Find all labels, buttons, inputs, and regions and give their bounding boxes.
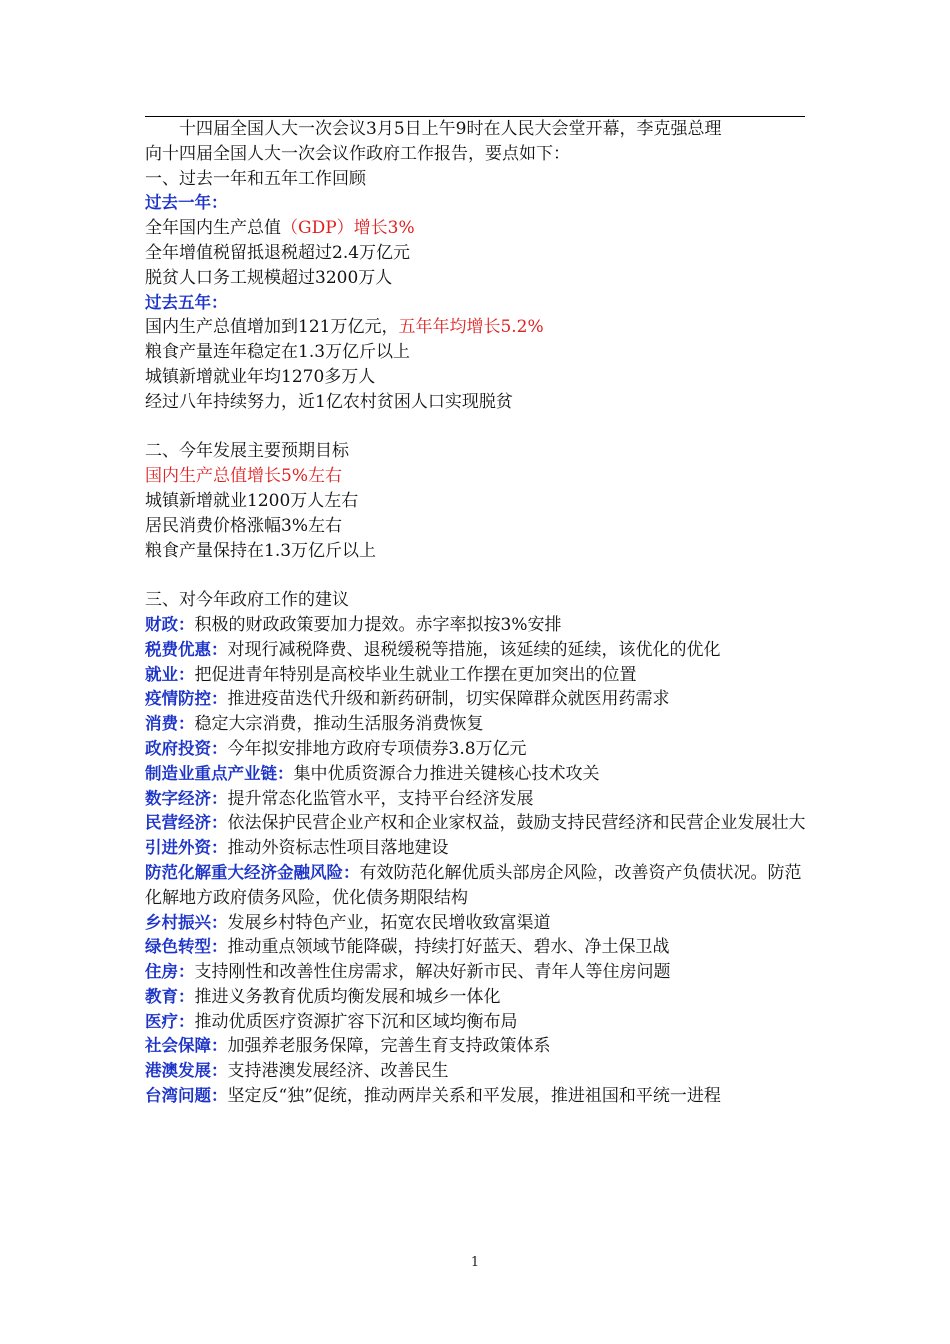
past-five-item: 粮食产量连年稳定在1.3万亿斤以上	[145, 342, 411, 363]
proposal-text: 今年拟安排地方政府专项债券3.8万亿元	[227, 738, 527, 759]
proposal-item	[145, 737, 809, 762]
intro-line-2: 向十四届全国人大一次会议作政府工作报告，要点如下：	[145, 143, 570, 164]
proposal-item	[145, 985, 809, 1010]
five-year-gdp-line	[145, 315, 809, 340]
proposal-text: 支持港澳发展经济、改善民生	[227, 1061, 449, 1082]
proposal-text: 支持刚性和改善性住房需求，解决好新市民、青年人等住房问题	[194, 962, 671, 983]
spacer	[145, 563, 809, 588]
gdp-prefix: 全年国内生产总值	[145, 218, 281, 239]
proposal-label: 教育：	[145, 986, 195, 1006]
proposal-label: 社会保障：	[145, 1036, 228, 1056]
gdp-line	[145, 216, 809, 241]
proposal-text: 推动外资标志性项目落地建设	[227, 838, 449, 859]
proposal-item	[145, 861, 809, 911]
proposal-label: 港澳发展：	[145, 1061, 228, 1081]
page-number: 1	[470, 1255, 480, 1270]
proposal-label: 就业：	[145, 664, 195, 684]
proposal-text: 加强养老服务保障，完善生育支持政策体系	[227, 1036, 551, 1057]
proposal-label: 财政：	[145, 614, 195, 634]
proposal-text: 推动重点领域节能降碳，持续打好蓝天、碧水、净土保卫战	[227, 937, 670, 958]
proposal-label: 住房：	[145, 962, 195, 982]
target-item: 居民消费价格涨幅3%左右	[145, 515, 342, 536]
intro-line-1: 十四届全国人大一次会议3月5日上午9时在人民大会堂开幕，李克强总理	[179, 119, 722, 139]
proposal-item	[145, 663, 809, 688]
gdp-growth: （GDP）增长3%	[281, 218, 415, 239]
proposal-text: 发展乡村特色产业，拓宽农民增收致富渠道	[227, 912, 551, 933]
past-five-years-label: 过去五年：	[145, 292, 228, 312]
proposal-item	[145, 613, 809, 638]
past-year-item: 全年增值税留抵退税超过2.4万亿元	[145, 242, 411, 263]
proposal-text: 推动优质医疗资源扩容下沉和区域均衡布局	[194, 1011, 518, 1032]
proposal-item	[145, 712, 809, 737]
five-year-gdp-prefix: 国内生产总值增加到121万亿元，	[145, 317, 399, 338]
proposal-label: 制造业重点产业链：	[145, 763, 294, 783]
proposal-item	[145, 935, 809, 960]
proposal-label: 政府投资：	[145, 738, 228, 758]
proposal-label: 消费：	[145, 714, 195, 734]
gdp-target: 国内生产总值增长5%左右	[145, 466, 342, 487]
proposal-item	[145, 687, 809, 712]
proposal-label: 税费优惠：	[145, 639, 228, 659]
proposal-text: 推进疫苗迭代升级和新药研制，切实保障群众就医用药需求	[227, 689, 670, 710]
proposal-text: 依法保护民营企业产权和企业家权益，鼓励支持民营经济和民营企业发展壮大	[227, 813, 806, 834]
past-year-label: 过去一年：	[145, 193, 228, 213]
target-item: 粮食产量保持在1.3万亿斤以上	[145, 540, 377, 561]
proposal-text: 积极的财政政策要加力提效。赤字率拟按3%安排	[194, 614, 562, 635]
past-year-item: 脱贫人口务工规模超过3200万人	[145, 267, 393, 288]
section-2-heading: 二、今年发展主要预期目标	[145, 441, 349, 462]
proposal-item	[145, 811, 809, 836]
proposal-text: 推进义务教育优质均衡发展和城乡一体化	[194, 986, 501, 1007]
proposal-label: 医疗：	[145, 1011, 195, 1031]
proposal-item	[145, 762, 809, 787]
proposal-text: 把促进青年特别是高校毕业生就业工作摆在更加突出的位置	[194, 664, 637, 685]
proposal-item	[145, 1084, 809, 1109]
section-3-heading: 三、对今年政府工作的建议	[145, 590, 349, 611]
proposal-label: 引进外资：	[145, 838, 228, 858]
proposal-label: 数字经济：	[145, 788, 228, 808]
proposal-item	[145, 638, 809, 663]
proposal-text: 有效防范化解优质头部房企风险，改善资产负债状况。防范化解地方政府债务风险，优化债务期限结构	[145, 862, 802, 908]
proposal-item	[145, 1010, 809, 1035]
target-item: 城镇新增就业1200万人左右	[145, 490, 359, 511]
past-five-item: 城镇新增就业年均1270多万人	[145, 366, 376, 387]
proposal-text: 对现行减税降费、退税缓税等措施，该延续的延续，该优化的优化	[227, 639, 721, 660]
proposal-item	[145, 836, 809, 861]
spacer	[145, 415, 809, 440]
proposal-label: 民营经济：	[145, 813, 228, 833]
proposal-text: 稳定大宗消费，推动生活服务消费恢复	[194, 714, 484, 735]
proposal-label: 台湾问题：	[145, 1086, 228, 1106]
document-body	[145, 117, 809, 1109]
past-five-item: 经过八年持续努力，近1亿农村贫困人口实现脱贫	[145, 391, 513, 412]
section-1-heading: 一、过去一年和五年工作回顾	[145, 168, 366, 189]
proposal-item	[145, 1059, 809, 1084]
proposal-label: 绿色转型：	[145, 937, 228, 957]
proposal-item	[145, 787, 809, 812]
five-year-gdp-growth: 五年年均增长5.2%	[398, 317, 544, 338]
proposal-text: 集中优质资源合力推进关键核心技术攻关	[293, 763, 600, 784]
proposal-item	[145, 911, 809, 936]
proposal-label: 疫情防控：	[145, 689, 228, 709]
proposal-text: 提升常态化监管水平，支持平台经济发展	[227, 788, 534, 809]
proposal-item	[145, 960, 809, 985]
proposal-text: 坚定反“独”促统，推动两岸关系和平发展，推进祖国和平统一进程	[227, 1086, 721, 1107]
proposal-item	[145, 1034, 809, 1059]
proposal-label: 乡村振兴：	[145, 912, 228, 932]
proposal-label: 防范化解重大经济金融风险：	[145, 862, 360, 882]
